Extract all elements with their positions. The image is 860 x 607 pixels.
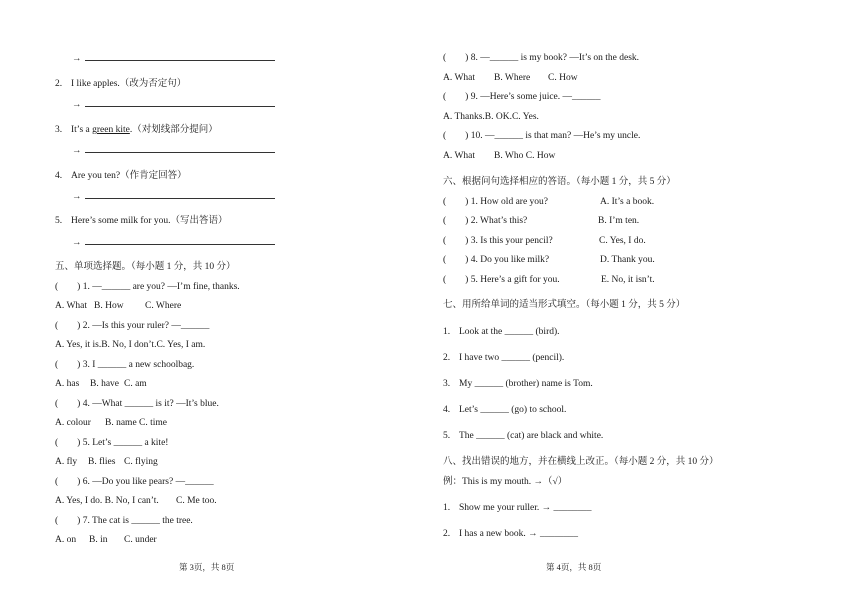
options-7: A. on B. in C. under (55, 535, 157, 545)
question-2: ( ) 2. —Is this your ruler? —______ (55, 321, 210, 331)
rewrite-item-3: 3. It’s a green kite.（对划线部分提问） (55, 125, 218, 135)
fill-item-5: 5. The ______ (cat) are black and white. (443, 431, 604, 441)
question-3: ( ) 3. I ______ a new schoolbag. (55, 360, 195, 370)
answer-blank[interactable] (85, 235, 275, 245)
correct-item-1: 1. Show me your ruller. → ________ (443, 503, 592, 513)
question-8: ( ) 8. —______ is my book? —It’s on the desk. (443, 53, 640, 63)
answer-line-5 (72, 235, 275, 249)
answer-blank[interactable] (85, 97, 275, 107)
match-row-4: ( ) 4. Do you like milk? D. Thank you. (443, 255, 655, 265)
section-5-title: 五、单项选择题。（每小题 1 分，共 10 分） (55, 262, 236, 272)
page-3 (0, 0, 390, 607)
options-6: A. Yes, I do. B. No, I can’t. C. Me too. (55, 496, 217, 506)
fill-item-1: 1. Look at the ______ (bird). (443, 327, 560, 337)
answer-line-4 (72, 189, 275, 203)
options-2: A. Yes, it is.B. No, I don’t.C. Yes, I am. (55, 340, 206, 350)
correct-item-2: 2. I has a new book. → ________ (443, 529, 578, 539)
question-9: ( ) 9. —Here’s some juice. —______ (443, 92, 601, 102)
options-1: A. What B. How C. Where (55, 301, 182, 311)
answer-line-3 (72, 143, 275, 157)
example-line: 例：This is my mouth. →（√） (443, 477, 568, 487)
arrow-icon: → (72, 146, 82, 156)
options-10: A. What B. Who C. How (443, 151, 556, 161)
section-7-title: 七、用所给单词的适当形式填空。（每小题 1 分，共 5 分） (443, 300, 686, 310)
answer-line-1 (72, 51, 275, 65)
options-4: A. colour B. name C. time (55, 418, 168, 428)
arrow-icon: → (72, 192, 82, 202)
rewrite-item-5: 5. Here’s some milk for you.（写出答语） (55, 216, 228, 226)
rewrite-item-4: 4. Are you ten?（作肯定回答） (55, 171, 187, 181)
page-footer: 第 3页，共 8页 (179, 562, 235, 572)
section-8-title: 八、找出错误的地方，并在横线上改正。（每小题 2 分，共 10 分） (443, 457, 719, 467)
page-footer: 第 4页，共 8页 (546, 562, 602, 572)
fill-item-3: 3. My ______ (brother) name is Tom. (443, 379, 593, 389)
question-1: ( ) 1. —______ are you? —I’m fine, thanks. (55, 282, 240, 292)
answer-blank[interactable] (85, 143, 275, 153)
question-10: ( ) 10. —______ is that man? —He’s my uncle. (443, 131, 641, 141)
arrow-icon: → (72, 100, 82, 110)
options-9: A. Thanks.B. OK.C. Yes. (443, 112, 539, 122)
fill-item-2: 2. I have two ______ (pencil). (443, 353, 565, 363)
underlined-phrase: green kite (92, 125, 130, 135)
question-7: ( ) 7. The cat is ______ the tree. (55, 516, 193, 526)
match-row-3: ( ) 3. Is this your pencil? C. Yes, I do. (443, 236, 646, 246)
fill-item-4: 4. Let’s ______ (go) to school. (443, 405, 567, 415)
page-4 (430, 0, 820, 607)
question-5: ( ) 5. Let’s ______ a kite! (55, 438, 169, 448)
arrow-icon: → (72, 238, 82, 248)
question-4: ( ) 4. —What ______ is it? —It’s blue. (55, 399, 219, 409)
question-6: ( ) 6. —Do you like pears? —______ (55, 477, 214, 487)
section-6-title: 六、根据问句选择相应的答语。（每小题 1 分，共 5 分） (443, 177, 676, 187)
rewrite-item-2: 2. I like apples.（改为否定句） (55, 79, 187, 89)
match-row-2: ( ) 2. What’s this? B. I’m ten. (443, 216, 640, 226)
options-3: A. has B. have C. am (55, 379, 147, 389)
match-row-1: ( ) 1. How old are you? A. It’s a book. (443, 197, 655, 207)
options-5: A. fly B. flies C. flying (55, 457, 158, 467)
answer-line-2 (72, 97, 275, 111)
answer-blank[interactable] (85, 189, 275, 199)
arrow-icon: → (72, 54, 82, 64)
options-8: A. What B. Where C. How (443, 73, 578, 83)
match-row-5: ( ) 5. Here’s a gift for you. E. No, it isn’t. (443, 275, 655, 285)
answer-blank[interactable] (85, 51, 275, 61)
